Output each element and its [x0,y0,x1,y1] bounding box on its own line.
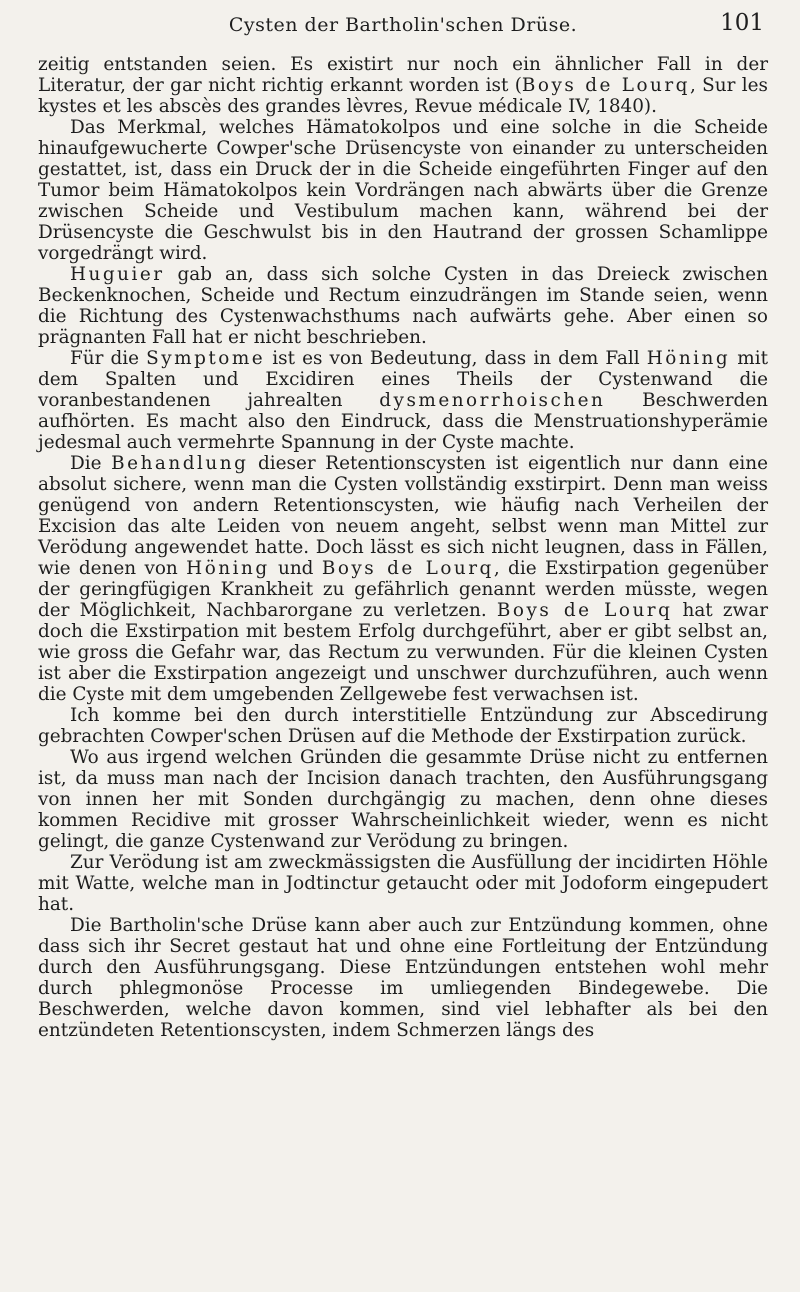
text-run: gab an, dass sich solche Cysten in das Dreieck zwischen Beckenknochen, Scheide und Rectum einzudrängen im Stande seien, wenn die Richtung des Cystenwachsthums nach aufwärts gehe. Aber einen so prägnanten Fall hat er nicht beschrieben. [38,264,768,348]
text-run: mit dem Spalten und Excidiren eines Theils der Cystenwand die voranbestandenen jahrealten [38,348,768,411]
paragraph-2 [38,117,768,264]
paragraph-3 [38,264,768,348]
paragraph-8 [38,852,768,915]
paragraph-6 [38,705,768,747]
page-header [38,0,768,46]
text-run: und [269,558,322,579]
spaced-author-name: Boys de Lourq [521,75,690,96]
text-run: Die Bartholin'sche Drüse kann aber auch zur Entzündung kommen, ohne dass sich ihr Secret gestaut hat und ohne eine Fortleitung der Entzündung durch den Ausführungsgang. Diese Entzündungen entstehen wohl mehr durch phlegmonöse Processe im umliegenden Bindegewebe. Die Beschwerden, welche davon kommen, sind viel lebhafter als bei den entzündeten Retentionscysten, indem Schmerzen längs des [38,915,768,1041]
spaced-author-name: Höning [186,558,270,579]
paragraph-9 [38,915,768,1041]
paragraph-5 [38,453,768,705]
text-run: , Sur les kystes et les abscès des grandes lèvres, Revue médicale IV, 1840). [38,75,768,117]
text-run: Ich komme bei den durch interstitielle Entzündung zur Abscedirung gebrachten Cowper'schen Drüsen auf die Methode der Exstirpation zurück. [38,705,768,747]
text-run: Für die [70,348,147,369]
text-run: , die Exstirpation gegenüber der geringfügigen Krankheit zu gefährlich genannt werden müsste, wegen der Möglichkeit, Nachbarorgane zu verletzen. [38,558,768,621]
text-run: Die [70,453,112,474]
body-text [38,54,768,1041]
paragraph-4 [38,348,768,453]
book-page [38,0,768,1292]
spaced-keyword: dysmenorrhoischen [379,390,606,411]
text-run: ist es von Bedeutung, dass in dem Fall [265,348,647,369]
text-run: dieser Retentionscysten ist eigentlich nur dann eine absolut sichere, wenn man die Cysten vollständig exstirpirt. Denn man weiss genügend von andern Retentionscysten, wie häufig nach Verheilen der Excision das alte Leiden von neuem angeht, selbst wenn man Mittel zur Verödung angewendet hatte. Doch lässt es sich nicht leugnen, dass in Fällen, wie denen von [38,453,768,579]
spaced-keyword: Behandlung [111,453,249,474]
running-title: Cysten der Bartholin'schen Drüse. [228,14,578,36]
spaced-author-name: Höning [646,348,731,369]
text-run: Zur Verödung ist am zweckmässigsten die Ausfüllung der incidirten Höhle mit Watte, welche man in Jodtinctur getaucht oder mit Jodoform eingepudert hat. [38,852,768,915]
text-run: Das Merkmal, welches Hämatokolpos und eine solche in die Scheide hinaufgewucherte Cowper'sche Drüsencyste von einander zu unterscheiden gestattet, ist, dass ein Druck der in die Scheide eingeführten Finger auf den Tumor beim Hämatokolpos kein Vordrängen nach abwärts über die Grenze zwischen Scheide und Vestibulum machen kann, während bei der Drüsencyste die Geschwulst bis in den Hautrand der grossen Schamlippe vorgedrängt wird. [38,117,768,264]
paragraph-1 [38,54,768,117]
spaced-author-name: Boys de Lourq [496,600,673,621]
text-run: zeitig entstanden seien. Es existirt nur noch ein ähnlicher Fall in der Literatur, der gar nicht richtig erkannt worden ist ( [38,54,768,96]
spaced-keyword: Symptome [146,348,266,369]
text-run: hat zwar doch die Exstirpation mit bestem Erfolg durchgeführt, aber er gibt selbst an, wie gross die Gefahr war, das Rectum zu verwunden. Für die kleinen Cysten ist aber die Exstirpation angezeigt und unschwer durchzuführen, auch wenn die Cyste mit dem umgebenden Zellgewebe fest verwachsen ist. [38,600,769,705]
spaced-author-name: Huguier [70,264,165,285]
text-run: Wo aus irgend welchen Gründen die gesammte Drüse nicht zu entfernen ist, da muss man nach der Incision danach trachten, den Ausführungsgang von innen her mit Sonden durchgängig zu machen, denn ohne dieses kommen Recidive mit grosser Wahrscheinlichkeit wieder, wenn es nicht gelingt, die ganze Cystenwand zur Verödung zu bringen. [38,747,768,852]
paragraph-7 [38,747,768,852]
spaced-author-name: Boys de Lourq [321,558,494,579]
text-run: Beschwerden aufhörten. Es macht also den Eindruck, dass die Menstruationshyperämie jedesmal auch vermehrte Spannung in der Cyste machte. [38,390,768,453]
page-number: 101 [720,10,764,36]
